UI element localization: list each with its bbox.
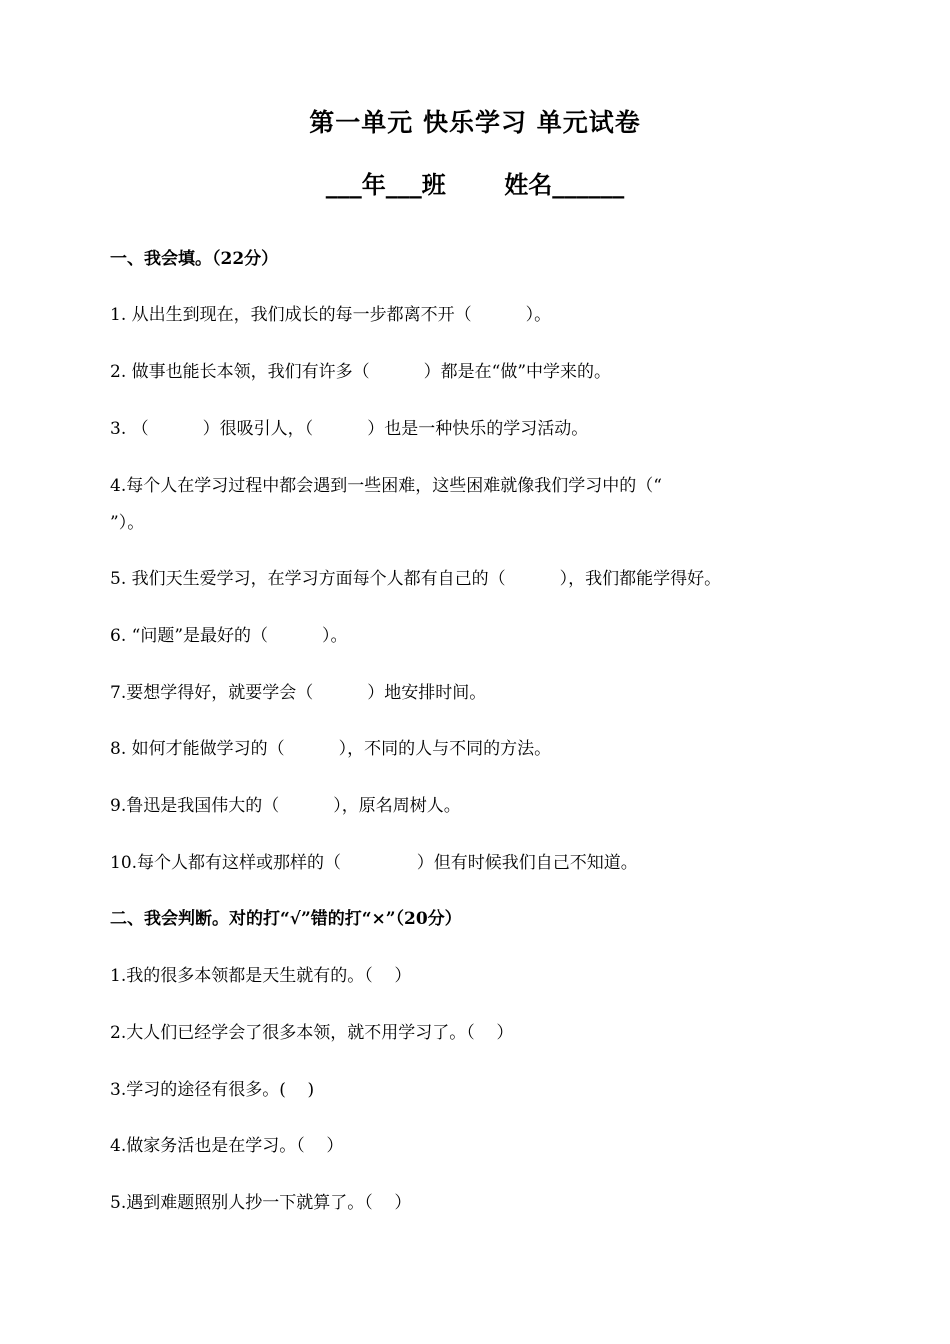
fill-item-10: 10.每个人都有这样或那样的（ ）但有时候我们自己不知道。 bbox=[110, 853, 638, 873]
fill-item-7: 7.要想学得好，就要学会（ ）地安排时间。 bbox=[110, 683, 487, 703]
fill-item-1: 1. 从出生到现在，我们成长的每一步都离不开（ ）。 bbox=[110, 305, 552, 325]
judge-item-3: 3.学习的途径有很多。( ) bbox=[110, 1080, 315, 1100]
fill-item-5: 5. 我们天生爱学习，在学习方面每个人都有自己的（ ），我们都能学得好。 bbox=[110, 569, 722, 589]
fill-item-6: 6. “问题”是最好的（ ）。 bbox=[110, 626, 348, 646]
fill-item-8: 8. 如何才能做学习的（ ），不同的人与不同的方法。 bbox=[110, 739, 552, 759]
fill-item-3: 3. （ ）很吸引人，（ ）也是一种快乐的学习活动。 bbox=[110, 419, 589, 439]
judge-item-2: 2.大人们已经学会了很多本领，就不用学习了。（ ） bbox=[110, 1023, 514, 1043]
section2-heading: 二、我会判断。对的打“√”错的打“×”（20分） bbox=[110, 909, 462, 929]
fill-item-9: 9.鲁迅是我国伟大的（ ），原名周树人。 bbox=[110, 796, 461, 816]
judge-item-5: 5.遇到难题照别人抄一下就算了。（ ） bbox=[110, 1193, 412, 1213]
fill-item-4: 4.每个人在学习过程中都会遇到一些困难，这些困难就像我们学习中的（“ bbox=[110, 476, 662, 496]
section1-heading: 一、我会填。（22分） bbox=[110, 249, 279, 269]
fill-item-4-continued: ”）。 bbox=[110, 513, 145, 533]
judge-item-4: 4.做家务活也是在学习。（ ） bbox=[110, 1136, 344, 1156]
grade-class-field: ___年___班 bbox=[325, 170, 446, 199]
student-info-line bbox=[0, 167, 950, 203]
page-title: 第一单元 快乐学习 单元试卷 bbox=[309, 108, 641, 137]
judge-item-1: 1.我的很多本领都是天生就有的。（ ） bbox=[110, 966, 412, 986]
name-field: 姓名______ bbox=[504, 170, 625, 199]
fill-item-2: 2. 做事也能长本领，我们有许多（ ）都是在“做”中学来的。 bbox=[110, 362, 612, 382]
